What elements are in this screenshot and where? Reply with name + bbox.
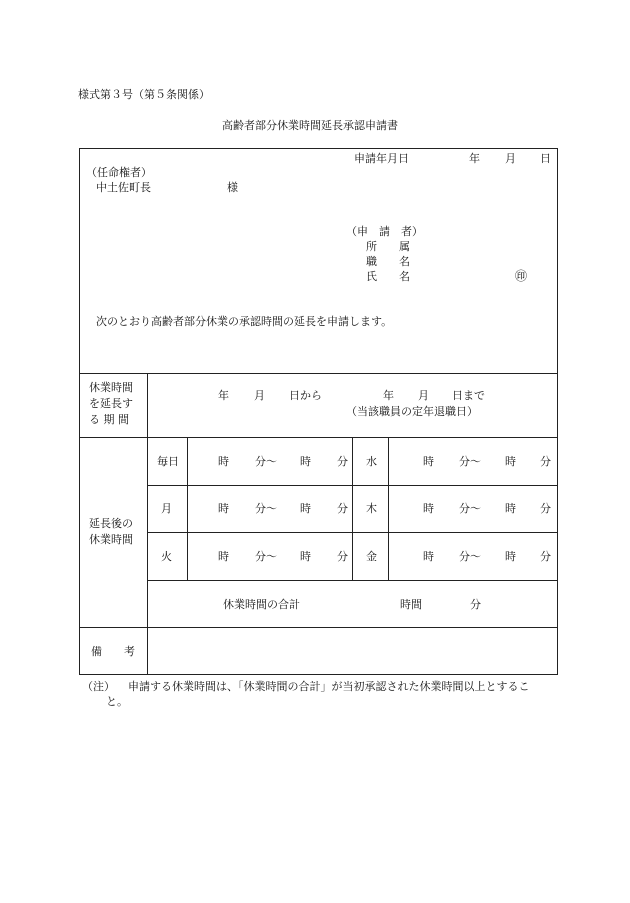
- schedule-row-divider-1: [147, 485, 558, 486]
- schedule-row-1-right-day: 水: [366, 455, 377, 468]
- schedule-row-1-left-end-minute: 分: [337, 455, 348, 468]
- label-column-divider: [147, 373, 148, 674]
- applicant-heading: （申 請 者）: [346, 225, 423, 238]
- period-label-line-3: る 期 間: [89, 413, 129, 426]
- period-to-year: 年: [383, 389, 394, 402]
- schedule-row-1-right-hour: 時: [423, 455, 434, 468]
- schedule-row-2-left-minute-to: 分～: [255, 502, 277, 515]
- schedule-label-line-2: 休業時間: [89, 533, 133, 546]
- footnote-line-2: と。: [106, 695, 128, 708]
- schedule-row-2-right-end-hour: 時: [505, 502, 516, 515]
- period-to-month: 月: [418, 389, 429, 402]
- request-statement: 次のとおり高齢者部分休業の承認時間の延長を申請します。: [96, 315, 393, 328]
- schedule-row-1-left-day: 毎日: [157, 455, 179, 468]
- schedule-row-3-right-minute-to: 分～: [459, 550, 481, 563]
- schedule-row-2-left-hour: 時: [218, 502, 229, 515]
- table-bottom-border: [79, 674, 558, 675]
- honorific: 様: [227, 181, 238, 194]
- left-day-column-divider: [187, 437, 188, 580]
- total-hours-label: 時間: [400, 598, 422, 611]
- period-from-month: 月: [254, 389, 265, 402]
- schedule-row-3-right-hour: 時: [423, 550, 434, 563]
- total-time-label: 休業時間の合計: [223, 598, 300, 611]
- footnote-line-1: 申請する休業時間は、「休業時間の合計」が当初承認された休業時間以上とするこ: [128, 680, 530, 693]
- total-minutes-label: 分: [470, 598, 481, 611]
- schedule-row-3-left-end-minute: 分: [337, 550, 348, 563]
- appointer-label: （任命権者）: [86, 166, 152, 179]
- period-note: （当該職員の定年退職日）: [346, 405, 478, 418]
- period-from-year: 年: [218, 389, 229, 402]
- schedule-section-bottom: [79, 627, 558, 628]
- addressee-name: 中土佐町長: [96, 181, 151, 194]
- application-date-label: 申請年月日: [354, 152, 409, 165]
- period-label-line-1: 休業時間: [89, 381, 133, 394]
- period-to-day: 日まで: [452, 389, 485, 402]
- schedule-row-3-right-day: 金: [366, 550, 377, 563]
- schedule-row-2-left-end-hour: 時: [300, 502, 311, 515]
- schedule-row-2-right-end-minute: 分: [540, 502, 551, 515]
- schedule-total-divider: [147, 580, 558, 581]
- schedule-row-3-left-day: 火: [161, 550, 172, 563]
- right-day-column-divider: [388, 437, 389, 580]
- schedule-row-2-right-day: 木: [366, 502, 377, 515]
- seal-mark: ㊞: [515, 269, 528, 283]
- schedule-row-3-left-hour: 時: [218, 550, 229, 563]
- schedule-row-2-right-minute-to: 分～: [459, 502, 481, 515]
- schedule-row-2-right-hour: 時: [423, 502, 434, 515]
- application-year-label: 年: [469, 152, 480, 165]
- job-title-label: 職 名: [366, 255, 410, 268]
- schedule-row-3-right-end-hour: 時: [505, 550, 516, 563]
- middle-column-divider: [352, 437, 353, 580]
- schedule-row-2-left-day: 月: [161, 502, 172, 515]
- document-title: 高齢者部分休業時間延長承認申請書: [222, 119, 398, 132]
- schedule-row-2-left-end-minute: 分: [337, 502, 348, 515]
- affiliation-label: 所 属: [366, 240, 410, 253]
- name-label: 氏 名: [366, 270, 410, 283]
- schedule-row-1-right-end-minute: 分: [540, 455, 551, 468]
- schedule-row-1-right-minute-to: 分～: [459, 455, 481, 468]
- period-from-day: 日から: [289, 389, 322, 402]
- schedule-row-3-left-end-hour: 時: [300, 550, 311, 563]
- table-left-border: [79, 148, 80, 674]
- schedule-row-1-right-end-hour: 時: [505, 455, 516, 468]
- application-day-label: 日: [540, 152, 551, 165]
- schedule-row-divider-2: [147, 532, 558, 533]
- schedule-row-1-left-end-hour: 時: [300, 455, 311, 468]
- table-right-border: [557, 148, 558, 674]
- schedule-label-line-1: 延長後の: [89, 517, 133, 530]
- schedule-row-1-left-hour: 時: [218, 455, 229, 468]
- period-label-line-2: を延長す: [89, 397, 133, 410]
- schedule-row-1-left-minute-to: 分～: [255, 455, 277, 468]
- schedule-row-3-left-minute-to: 分～: [255, 550, 277, 563]
- schedule-row-3-right-end-minute: 分: [540, 550, 551, 563]
- period-section-bottom: [79, 437, 558, 438]
- footnote-marker: （注）: [82, 680, 115, 693]
- application-month-label: 月: [505, 152, 516, 165]
- header-section-bottom: [79, 373, 558, 374]
- table-top-border: [79, 148, 558, 149]
- form-number: 様式第３号（第５条関係）: [78, 88, 210, 101]
- remarks-label: 備 考: [91, 645, 135, 658]
